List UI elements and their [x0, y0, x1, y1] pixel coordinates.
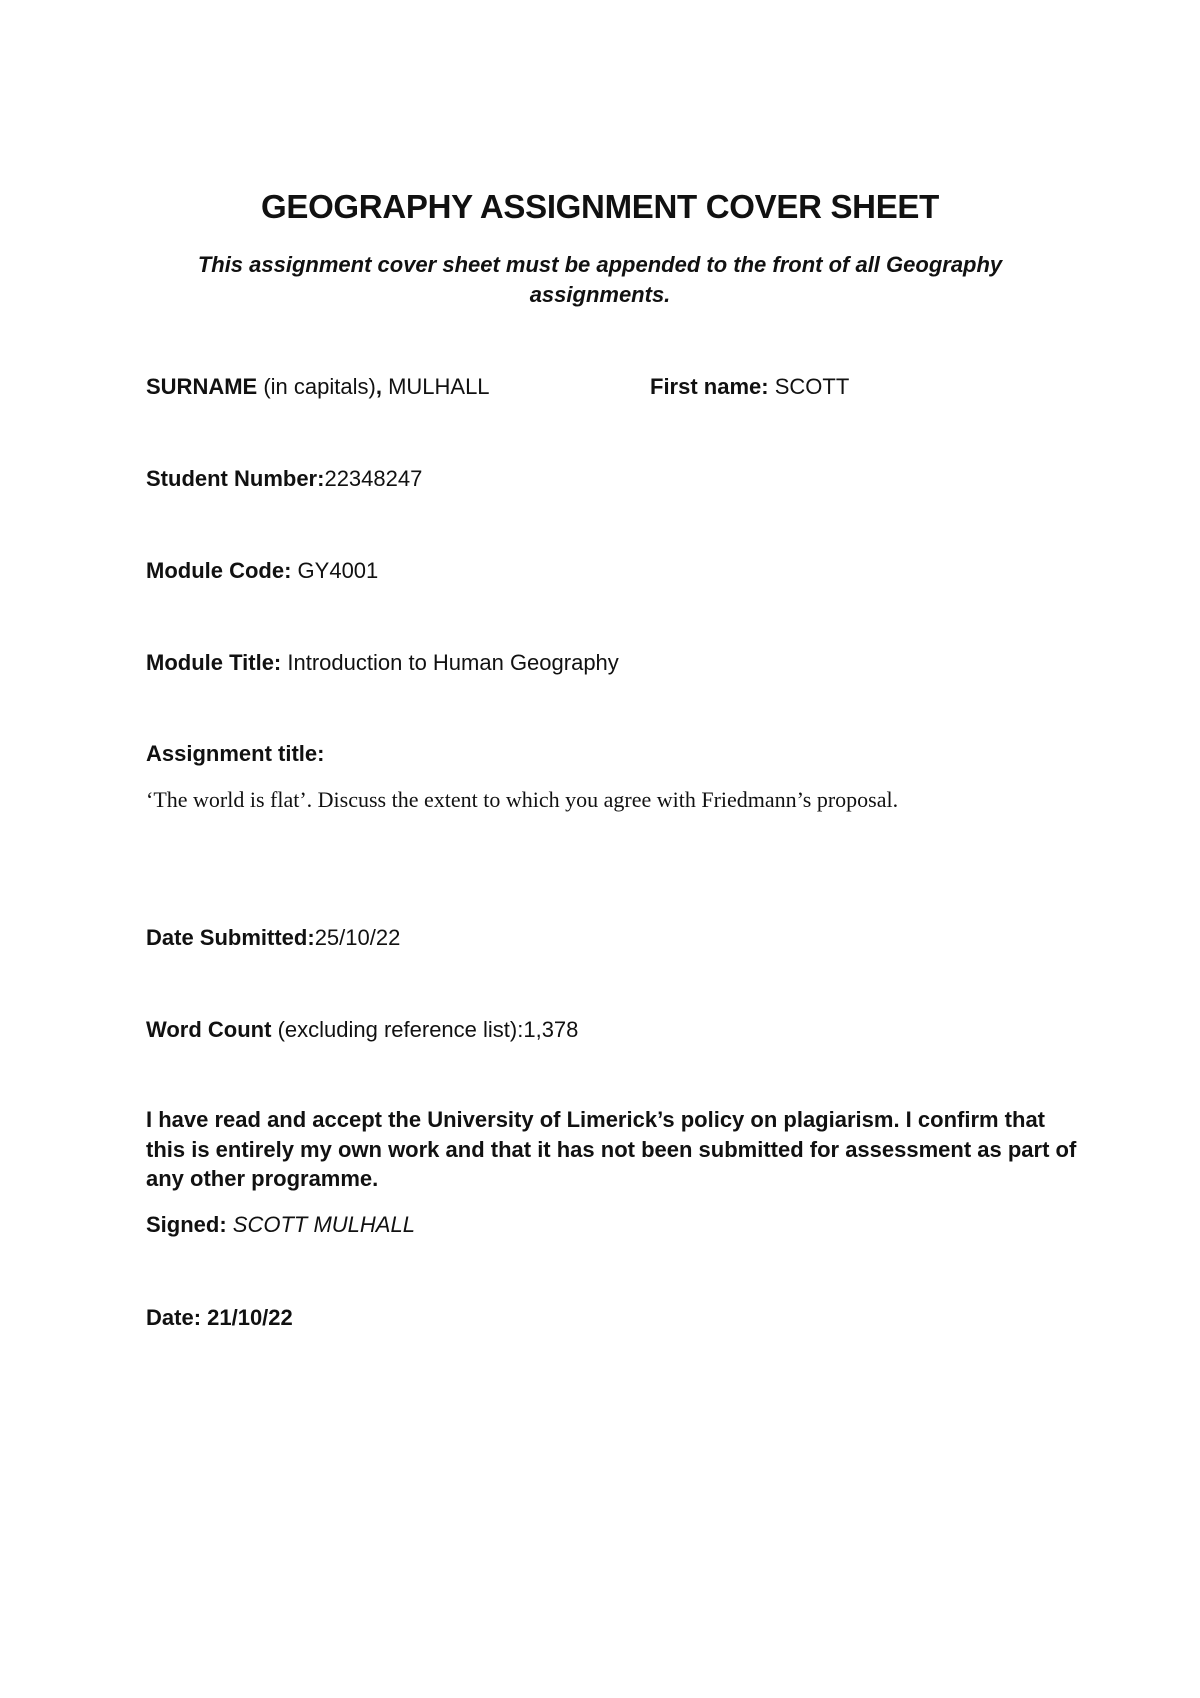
first-name-separator: :: [761, 374, 769, 399]
module-title-label: Module Title:: [146, 650, 282, 675]
date-submitted-field: [146, 925, 400, 951]
signature-label: Signed: [146, 1212, 220, 1237]
word-count-label: Word Count: [146, 1017, 272, 1042]
word-count-note: (excluding reference list):: [271, 1017, 524, 1042]
signature-separator: :: [219, 1212, 227, 1237]
student-number-value: 22348247: [324, 466, 423, 491]
page-title: GEOGRAPHY ASSIGNMENT COVER SHEET: [260, 188, 939, 225]
student-number-label: Student Number:: [146, 466, 325, 491]
surname-value: MULHALL: [381, 374, 490, 399]
assignment-title-separator: :: [317, 741, 325, 766]
module-title-field: [146, 650, 619, 676]
surname-note: (in capitals): [257, 374, 376, 399]
first-name-field: [650, 374, 849, 400]
first-name-label: First name: [650, 374, 762, 399]
assignment-title-value: ‘The world is flat’. Discuss the extent to which you agree with Friedmann’s proposal.: [146, 787, 899, 812]
module-code-label: Module Code: [146, 558, 285, 583]
date-label: Date: [146, 1305, 194, 1330]
assignment-title-field: [146, 741, 324, 767]
date-submitted-label: Date Submitted:: [146, 925, 315, 950]
assignment-title-label: Assignment title: [146, 741, 318, 766]
first-name-value: SCOTT: [768, 374, 850, 399]
module-code-separator: :: [284, 558, 292, 583]
surname-label: SURNAME: [146, 374, 258, 399]
module-code-value: GY4001: [291, 558, 379, 583]
module-code-field: [146, 558, 378, 584]
date-field: [146, 1305, 293, 1331]
student-number-field: [146, 466, 422, 492]
module-title-value: Introduction to Human Geography: [281, 650, 619, 675]
surname-separator: ,: [375, 374, 382, 399]
signature-value: SCOTT MULHALL: [226, 1212, 415, 1237]
surname-field: [146, 374, 490, 400]
page-subtitle: This assignment cover sheet must be appended to the front of all Geography assignments.: [197, 252, 1003, 307]
plagiarism-declaration: I have read and accept the University of Limerick’s policy on plagiarism. I confirm that this is entirely my own work and that it has not been submitted for assessment as part of any other programme.: [146, 1107, 1077, 1191]
signature-field: [146, 1212, 415, 1238]
date-submitted-value: 25/10/22: [314, 925, 401, 950]
word-count-field: [146, 1017, 578, 1043]
word-count-value: 1,378: [523, 1017, 579, 1042]
date-value: : 21/10/22: [193, 1305, 293, 1330]
